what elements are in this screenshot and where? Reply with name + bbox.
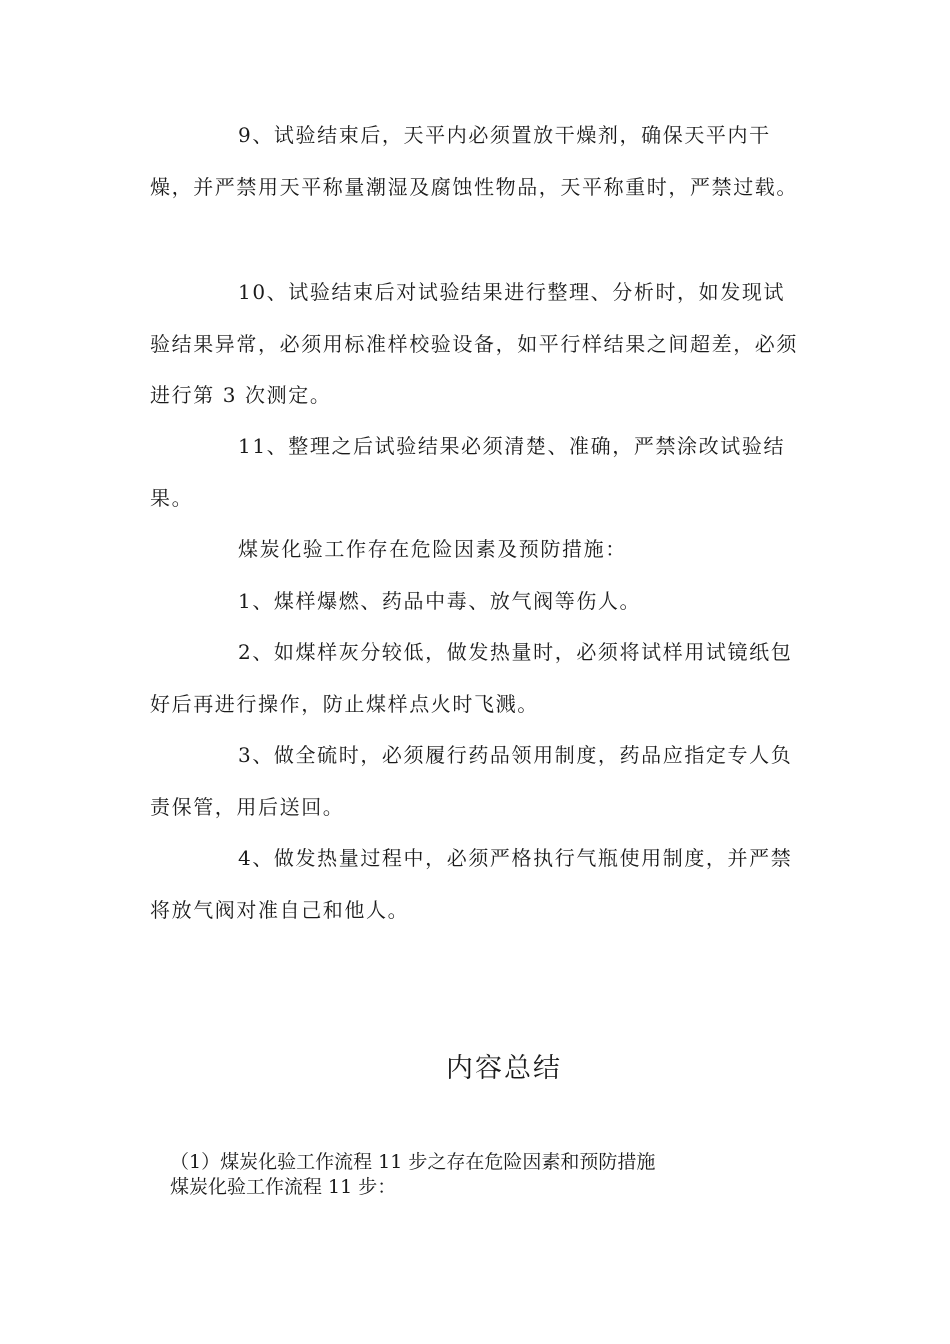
summary-title: 内容总结	[446, 1053, 562, 1084]
hazard-item-1: 1、煤样爆燃、药品中毒、放气阀等伤人。	[238, 589, 642, 613]
hazard-item-2: 2、如煤样灰分较低，做发热量时，必须将试样用试镜纸包好后再进行操作，防止煤样点火时飞溅。	[150, 640, 793, 716]
paragraph-item-11: 11、整理之后试验结果必须清楚、准确，严禁涂改试验结果。	[150, 434, 786, 510]
summary-line-2: 煤炭化验工作流程 11 步：	[170, 1176, 397, 1198]
hazard-item-4: 4、做发热量过程中，必须严格执行气瓶使用制度，并严禁将放气阀对准自己和他人。	[150, 846, 793, 922]
hazard-item-3: 3、做全硫时，必须履行药品领用制度，药品应指定专人负责保管，用后送回。	[150, 743, 793, 819]
paragraph-item-9: 9、试验结束后，天平内必须置放干燥剂，确保天平内干燥，并严禁用天平称量潮湿及腐蚀性物品，天平称重时，严禁过载。	[150, 123, 798, 199]
paragraph-item-10: 10、试验结束后对试验结果进行整理、分析时，如发现试验结果异常，必须用标准样校验设备，如平行样结果之间超差，必须进行第 3 次测定。	[150, 280, 798, 407]
summary-line-1: （1）煤炭化验工作流程 11 步之存在危险因素和预防措施	[170, 1151, 656, 1173]
section-heading-hazards: 煤炭化验工作存在危险因素及预防措施：	[238, 537, 627, 561]
